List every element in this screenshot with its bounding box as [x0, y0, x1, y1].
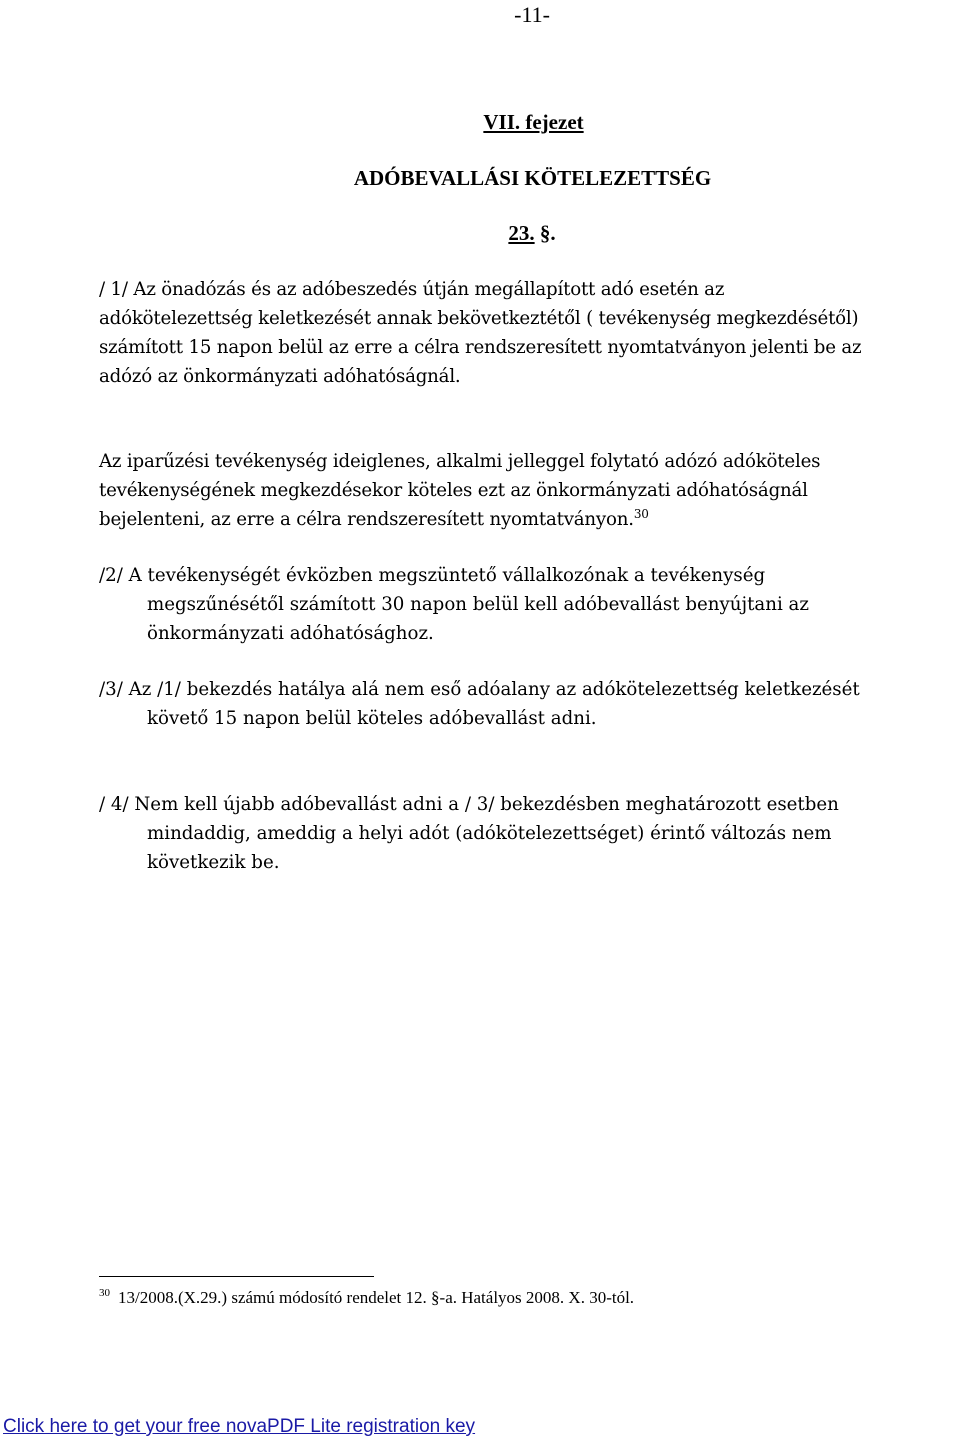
paragraph-4	[99, 675, 959, 733]
paragraph-3	[99, 561, 959, 648]
paragraph-line: /3/ Az /1/ bekezdés hatálya alá nem eső adóalany az adókötelezettség keletkezését	[99, 679, 860, 700]
paragraph-5	[99, 790, 959, 877]
paragraph-line: /2/ A tevékenységét évközben megszüntető vállalkozónak a tevékenység	[99, 565, 766, 586]
paragraph-2	[99, 447, 959, 534]
paragraph-line	[99, 505, 959, 534]
footnote-text: 13/2008.(X.29.) számú módosító rendelet 12. §-a. Hatályos 2008. X. 30-tól.	[118, 1288, 635, 1307]
paragraph-line: megszűnésétől számított 30 napon belül kell adóbevallást benyújtani az	[147, 594, 809, 615]
section-number-value: 23.	[508, 221, 535, 245]
paragraph-line: adókötelezettség keletkezését annak bekövetkeztétől ( tevékenység megkezdésétől)	[99, 308, 859, 329]
chapter-title: VII. fejezet	[483, 110, 584, 134]
paragraph-line: önkormányzati adóhatósághoz.	[147, 623, 434, 644]
footnote-number: 30	[99, 1287, 110, 1299]
chapter-heading: ADÓBEVALLÁSI KÖTELEZETTSÉG	[353, 166, 712, 190]
page-number: -11-	[514, 2, 550, 27]
paragraph-line: / 4/ Nem kell újabb adóbevallást adni a / 3/ bekezdésben meghatározott esetben	[99, 794, 839, 815]
paragraph-line: számított 15 napon belül az erre a célra rendszeresített nyomtatványon jelenti be az	[99, 337, 862, 358]
paragraph-line: követő 15 napon belül köteles adóbevallást adni.	[147, 708, 597, 729]
section-number	[0, 221, 960, 246]
footnote-reference[interactable]: 30	[633, 507, 649, 521]
paragraph-1	[99, 275, 959, 391]
paragraph-line: tevékenységének megkezdésekor köteles ezt az önkormányzati adóhatóságnál	[99, 480, 808, 501]
paragraph-line: adózó az önkormányzati adóhatóságnál.	[99, 366, 461, 387]
paragraph-line-text: bejelenteni, az erre a célra rendszeresített nyomtatványon.	[99, 509, 634, 530]
footnote	[99, 1288, 959, 1308]
paragraph-line: Az iparűzési tevékenység ideiglenes, alkalmi jelleggel folytató adózó adóköteles	[99, 451, 821, 472]
paragraph-line: mindaddig, ameddig a helyi adót (adókötelezettséget) érintő változás nem	[147, 823, 832, 844]
paragraph-line: következik be.	[147, 852, 280, 873]
paragraph-line: / 1/ Az önadózás és az adóbeszedés útján megállapított adó esetén az	[99, 279, 725, 300]
footnote-divider	[99, 1276, 374, 1277]
section-symbol: §.	[539, 221, 556, 245]
registration-key-link[interactable]: Click here to get your free novaPDF Lite registration key	[3, 1416, 476, 1437]
